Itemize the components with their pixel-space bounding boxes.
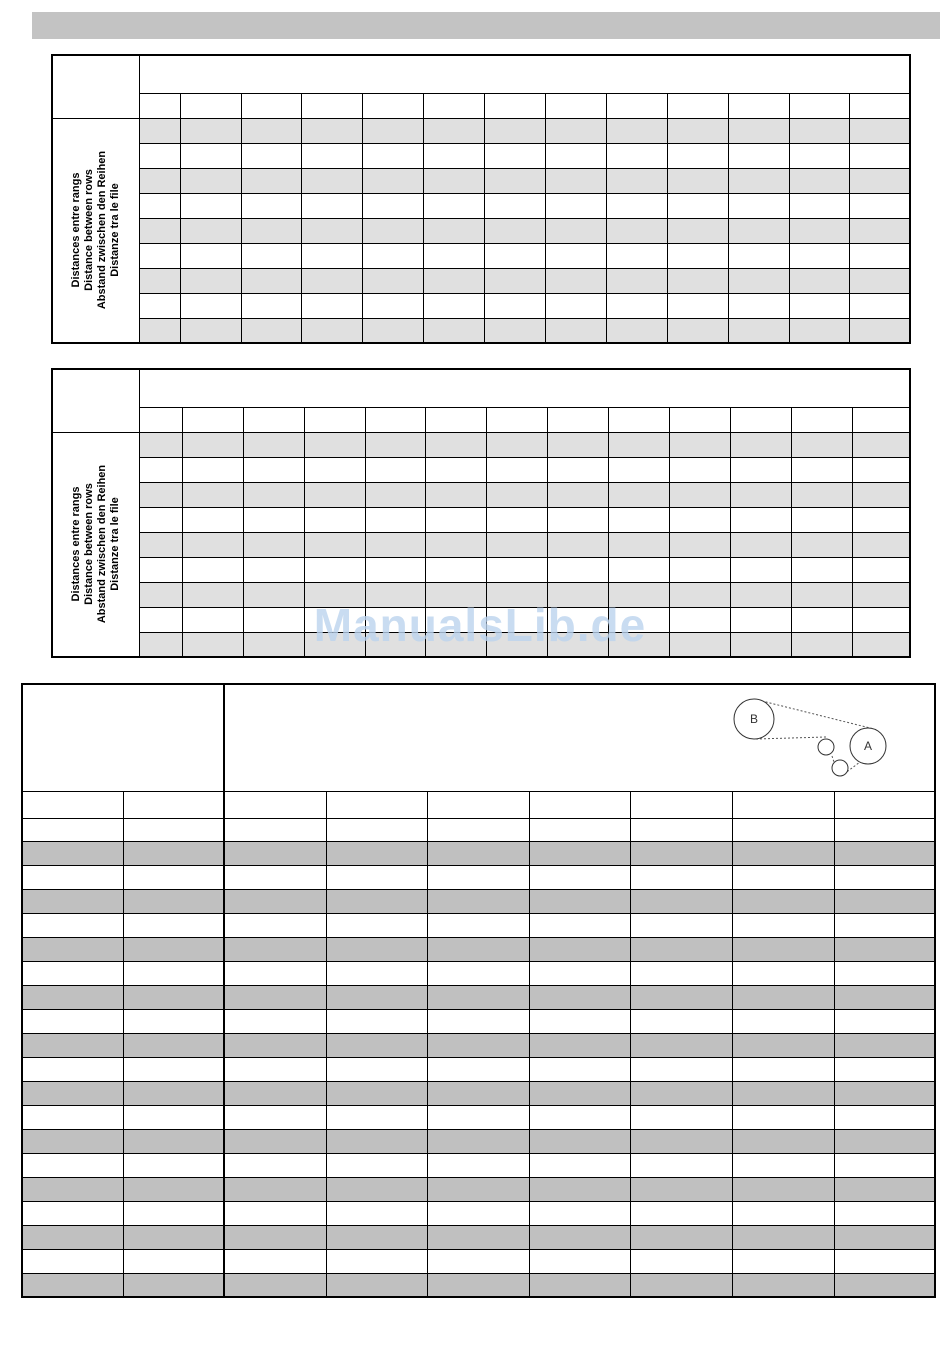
idler-pulley-2 — [832, 760, 848, 776]
pulley-b-label: B — [749, 712, 759, 726]
row-label-en: Distance between rows — [83, 169, 96, 292]
corner-cell — [52, 369, 140, 432]
belt-lower-line — [756, 737, 826, 739]
row-label — [70, 465, 122, 623]
corner-cell — [22, 684, 224, 791]
row-label-de: Abstand zwischen den Reihen — [96, 465, 109, 624]
row-distance-table-2 — [51, 368, 911, 658]
header-cell — [140, 55, 910, 93]
row-label-cell — [52, 118, 140, 343]
row-label-de: Abstand zwischen den Reihen — [96, 151, 109, 310]
header-cell — [140, 369, 910, 407]
row-label-it: Distanze tra le file — [109, 497, 122, 592]
row-label-fr: Distances entre rangs — [70, 172, 83, 288]
row-label-en: Distance between rows — [83, 483, 96, 606]
row-label — [70, 151, 122, 309]
row-label-cell — [52, 432, 140, 657]
idler-pulley-1 — [818, 739, 834, 755]
row-label-it: Distanze tra le file — [109, 183, 122, 278]
row-distance-table-1 — [51, 54, 911, 344]
row-label-fr: Distances entre rangs — [70, 486, 83, 602]
pulley-belt-diagram — [728, 690, 892, 782]
watermark: ManualsLib.de — [313, 599, 647, 651]
corner-cell — [52, 55, 140, 118]
page-header-bar — [32, 12, 940, 39]
pulley-a-label: A — [863, 739, 873, 753]
